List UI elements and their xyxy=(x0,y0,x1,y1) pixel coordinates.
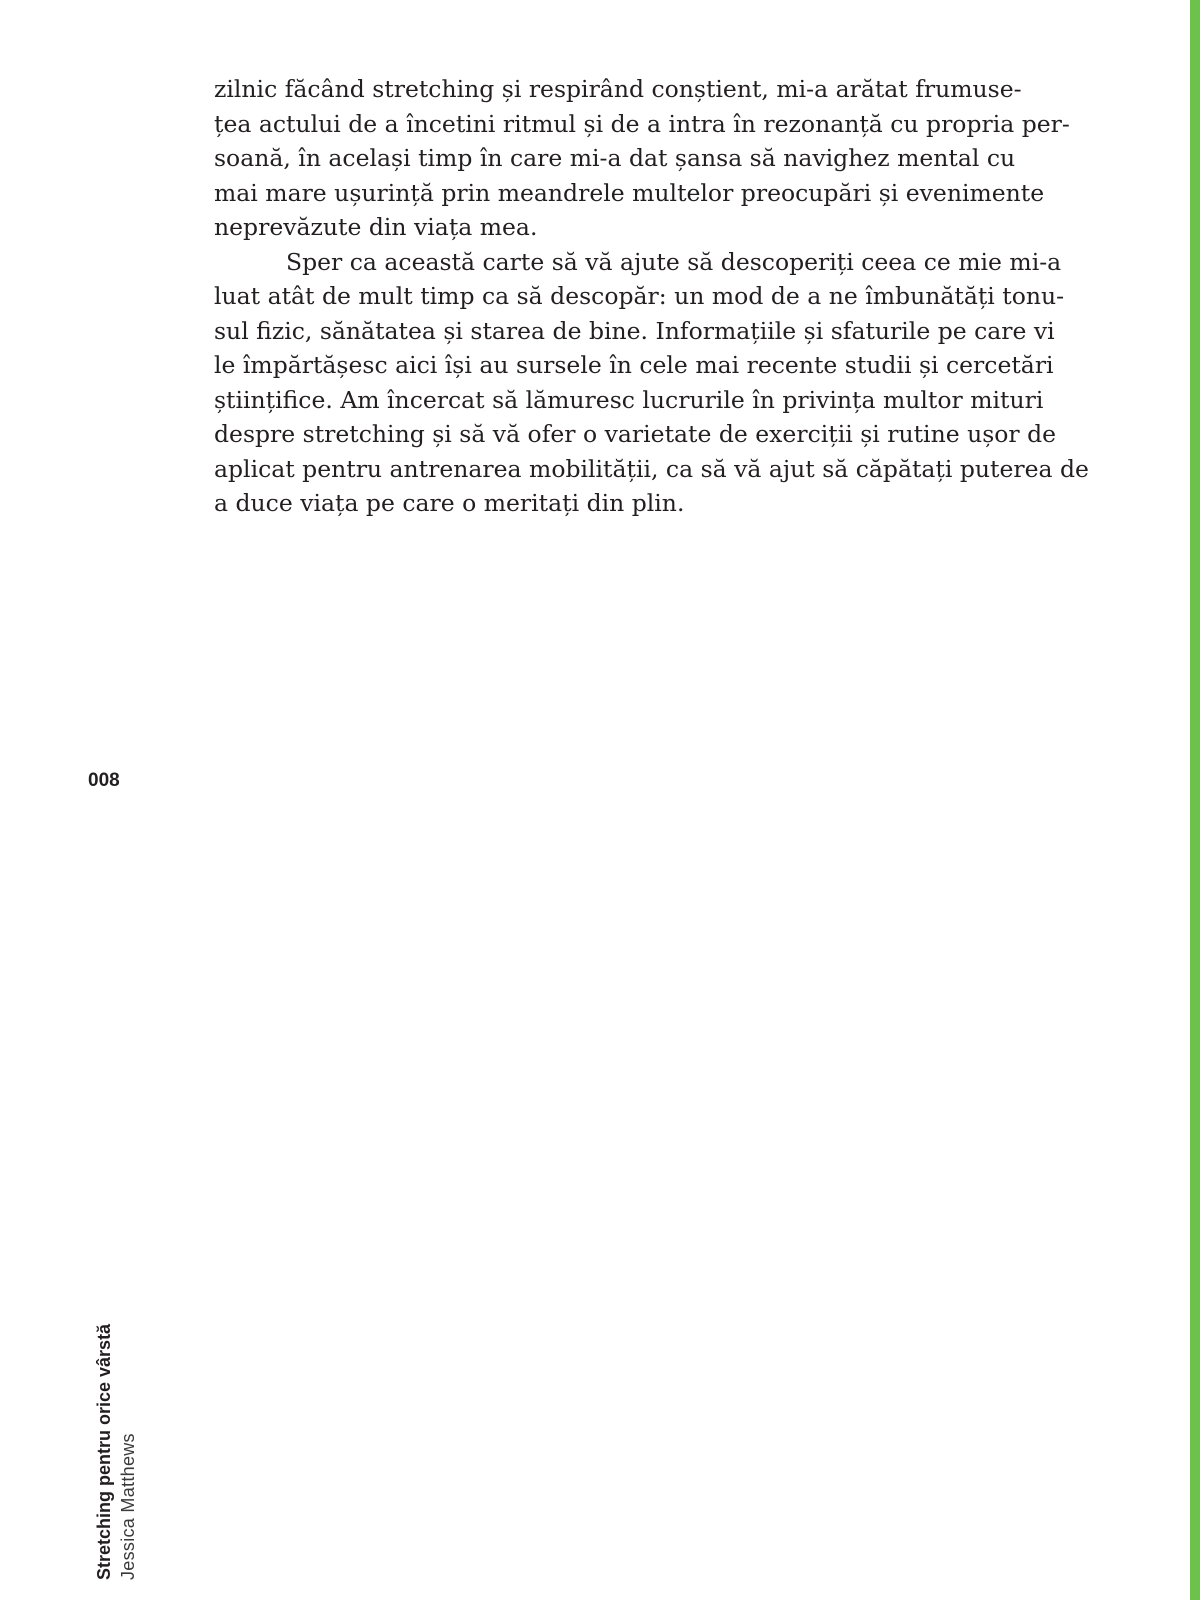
text-line: le împărtășesc aici își au sursele în cele mai recente studii și cercetări xyxy=(214,351,1054,379)
green-accent-bar xyxy=(1190,0,1200,1600)
text-line: sul fizic, sănătatea și starea de bine. Informațiile și sfaturile pe care vi xyxy=(214,316,1055,345)
book-author: Jessica Matthews xyxy=(118,1433,138,1580)
text-line: luat atât de mult timp ca să descopăr: un mod de a ne îmbunătăți tonu- xyxy=(214,282,1065,310)
text-line: mai mare ușurință prin meandrele multelor preocupări și evenimente xyxy=(214,178,1045,207)
text-line: zilnic făcând stretching și respirând conștient, mi-a arătat frumuse- xyxy=(214,75,1022,103)
spine-running-head xyxy=(92,1324,140,1580)
text-line: neprevăzute din viața mea. xyxy=(214,213,538,241)
text-line: țea actului de a încetini ritmul și de a intra în rezonanță cu propria per- xyxy=(214,109,1070,138)
text-line: științifice. Am încercat să lămuresc lucrurile în privința multor mituri xyxy=(214,385,1044,414)
book-title: Stretching pentru orice vârstă xyxy=(94,1323,114,1580)
text-line: aplicat pentru antrenarea mobilității, ca să vă ajut să căpătați puterea de xyxy=(214,454,1089,483)
text-line: despre stretching și să vă ofer o varietate de exerciții și rutine ușor de xyxy=(214,420,1057,448)
text-line: Sper ca această carte să vă ajute să descoperiți ceea ce mie mi-a xyxy=(286,247,1062,276)
page-number: 008 xyxy=(88,770,120,791)
text-line: soană, în același timp în care mi-a dat șansa să navighez mental cu xyxy=(214,144,1016,172)
body-text xyxy=(214,72,1089,521)
text-line: a duce viața pe care o meritați din plin. xyxy=(214,489,685,517)
